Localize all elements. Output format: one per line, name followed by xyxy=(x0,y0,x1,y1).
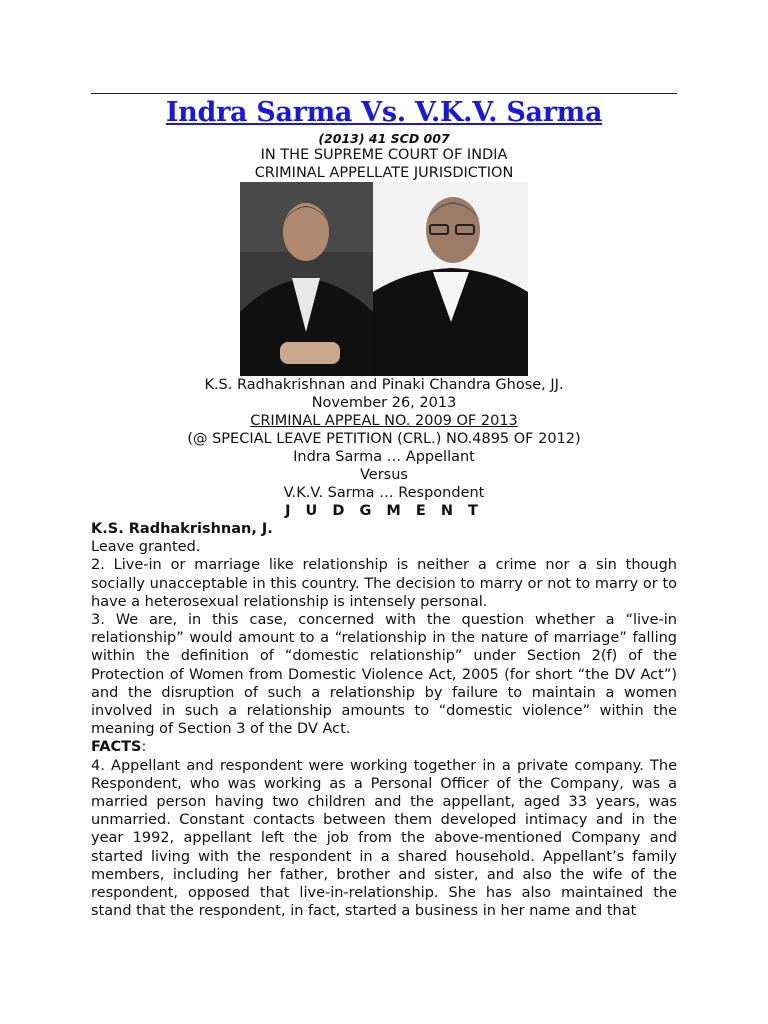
citation: (2013) 41 SCD 007 xyxy=(318,131,450,146)
judges-line: K.S. Radhakrishnan and Pinaki Chandra Ghose, JJ. xyxy=(204,377,564,393)
facts-heading-line xyxy=(91,738,677,756)
appellant-line: Indra Sarma … Appellant xyxy=(293,449,475,465)
versus-line: Versus xyxy=(360,467,408,483)
judges-photo xyxy=(240,182,528,376)
jurisdiction: CRIMINAL APPELLATE JURISDICTION xyxy=(254,165,514,181)
author-line: K.S. Radhakrishnan, J. xyxy=(91,521,273,537)
facts-heading: FACTS xyxy=(91,739,142,756)
appeal-number: CRIMINAL APPEAL NO. 2009 OF 2013 xyxy=(250,413,518,429)
judgment-heading: J U D G M E N T xyxy=(285,503,483,519)
facts-colon: : xyxy=(141,739,147,756)
paragraph-3: 3. We are, in this case, concerned with the question whether a “live-in relationship” would amount to a “relationship in the nature of marriage” falling within the definition of “domestic relationship” under Section 2(f) of the Protection of Women from Domestic Violence Act, 2005 (for short “the DV Act”) and the disruption of such a relationship by failure to maintain a women involved in such a relationship amounts to “domestic violence” within the meaning of Section 3 of the DV Act. xyxy=(91,612,677,738)
paragraph-1: Leave granted. xyxy=(91,539,201,556)
page-title[interactable]: Indra Sarma Vs. V.K.V. Sarma xyxy=(165,97,603,128)
judge-photo-right xyxy=(373,182,528,376)
slp-number: (@ SPECIAL LEAVE PETITION (CRL.) NO.4895 OF 2012) xyxy=(187,431,581,447)
paragraph-4: 4. Appellant and respondent were working together in a private company. The Respondent, who was working as a Personal Officer of the Company, was a married person having two children and the appellant, aged 33 years, was unmarried. Constant contacts between them developed intimacy and in the year 1992, appellant left the job from the above-mentioned Company and started living with the respondent in a shared household. Appellant’s family members, including her father, brother and sister, and also the wife of the respondent, opposed that live-in-relationship. She has also maintained the stand that the respondent, in fact, started a business in her name and that xyxy=(91,757,677,920)
judgment-date: November 26, 2013 xyxy=(311,395,457,411)
top-rule xyxy=(91,93,677,94)
judgment-body xyxy=(91,520,677,920)
court-name: IN THE SUPREME COURT OF INDIA xyxy=(260,147,508,163)
paragraph-2: 2. Live-in or marriage like relationship is neither a crime nor a sin though socially unacceptable in this country. The decision to marry or not to marry or to have a heterosexual relationship is intensely personal. xyxy=(91,557,677,610)
judge-photo-left xyxy=(240,182,373,376)
respondent-line: V.K.V. Sarma … Respondent xyxy=(283,485,485,501)
